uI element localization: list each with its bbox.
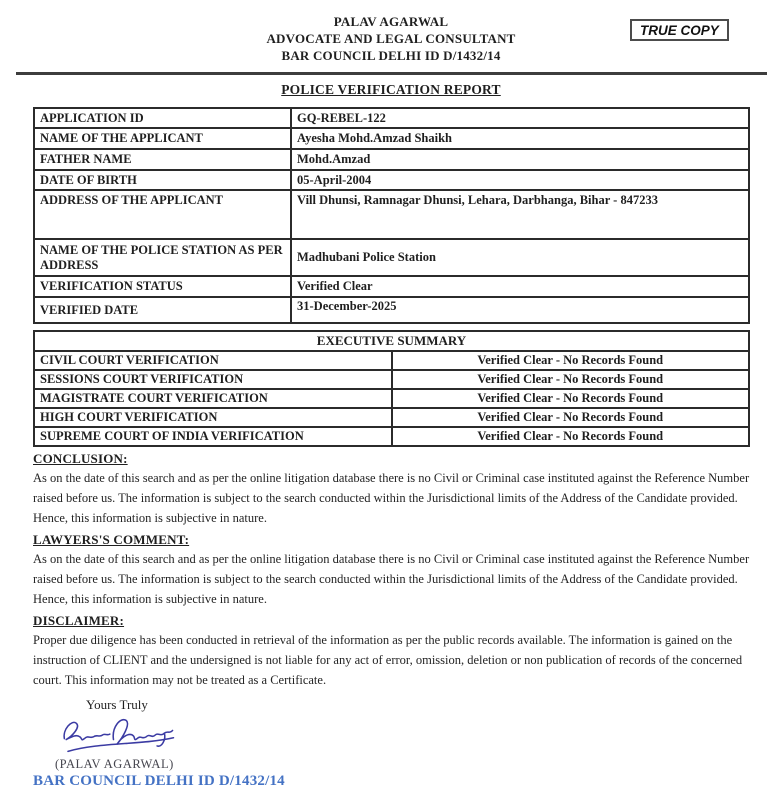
advocate-name: PALAV AGARWAL [333,14,449,29]
table-row [34,276,749,297]
row-label: NAME OF THE POLICE STATION AS PER ADDRESS [34,239,291,276]
row-label: HIGH COURT VERIFICATION [34,408,392,427]
row-value: 05-April-2004 [291,170,749,190]
conclusion-body: As on the date of this search and as per the online litigation database there is no Civil or Criminal case instituted against the Reference Number raised before us. The information is subject to the search conducted within the Jurisdictional limits of the Address of the Candidate provided. Hence, this information is subjective in nature. [33,471,750,525]
table-row [34,389,749,408]
row-value: Verified Clear - No Records Found [392,427,750,446]
row-value: Ayesha Mohd.Amzad Shaikh [291,128,749,149]
row-label: SESSIONS COURT VERIFICATION [34,370,392,389]
table-row [34,427,749,446]
table-row [34,408,749,427]
row-value: Verified Clear - No Records Found [392,370,750,389]
summary-header-row [34,331,749,351]
row-label: CIVIL COURT VERIFICATION [34,351,392,370]
row-value: GQ-REBEL-122 [291,108,749,128]
table-row [34,297,749,323]
row-label: SUPREME COURT OF INDIA VERIFICATION [34,427,392,446]
table-row [34,149,749,170]
bar-council-id-line: BAR COUNCIL DELHI ID D/1432/14 [33,773,285,789]
row-value: 31-December-2025 [291,297,749,323]
lawyers-comment-section [33,532,758,609]
row-label: NAME OF THE APPLICANT [34,128,291,149]
lawyers-comment-body: As on the date of this search and as per the online litigation database there is no Civil or Criminal case instituted against the Reference Number raised before us. The information is subject to the search conducted within the Jurisdictional limits of the Address of the Candidate provided. Hence, this information is subjective in nature. [33,552,750,606]
table-row [34,190,749,239]
disclaimer-section [33,613,758,690]
table-row [34,108,749,128]
disclaimer-heading: DISCLAIMER: [33,613,125,628]
table-row [34,351,749,370]
row-label: APPLICATION ID [34,108,291,128]
row-value: Mohd.Amzad [291,149,749,170]
disclaimer-body: Proper due diligence has been conducted in retrieval of the information as per the public records available. The information is gained on the instruction of CLIENT and the undersigned is not liable for any act of error, omission, deletion or non publication of records of the concerned court. This information may not be treated as a Certificate. [33,633,743,687]
row-value: Madhubani Police Station [291,239,749,276]
table-row [34,239,749,276]
salutation: Yours Truly [86,697,148,712]
row-value: Verified Clear [291,276,749,297]
true-copy-stamp [630,19,729,41]
executive-summary-title: EXECUTIVE SUMMARY [34,331,749,351]
conclusion-section [33,451,758,528]
lawyers-comment-heading: LAWYERS'S COMMENT: [33,532,190,547]
row-label: VERIFICATION STATUS [34,276,291,297]
handwritten-signature [52,715,782,755]
table-row [34,370,749,389]
signature-ink-icon [52,715,184,755]
advocate-designation: ADVOCATE AND LEGAL CONSULTANT [266,31,516,46]
row-value: Verified Clear - No Records Found [392,351,750,370]
signatory-name: (PALAV AGARWAL) [55,757,174,771]
row-value: Vill Dhunsi, Ramnagar Dhunsi, Lehara, Darbhanga, Bihar - 847233 [291,190,749,239]
row-value: Verified Clear - No Records Found [392,389,750,408]
report-title: POLICE VERIFICATION REPORT [281,82,501,97]
row-label: VERIFIED DATE [34,297,291,323]
row-value: Verified Clear - No Records Found [392,408,750,427]
conclusion-heading: CONCLUSION: [33,451,128,466]
row-label: FATHER NAME [34,149,291,170]
header-divider-rule [16,72,767,75]
table-row [34,128,749,149]
row-label: MAGISTRATE COURT VERIFICATION [34,389,392,408]
row-label: DATE OF BIRTH [34,170,291,190]
advocate-bar-council-id: BAR COUNCIL DELHI ID D/1432/14 [281,48,501,63]
executive-summary-table [33,330,750,447]
table-row [34,170,749,190]
row-label: ADDRESS OF THE APPLICANT [34,190,291,239]
applicant-details-table [33,107,750,324]
true-copy-stamp-label: TRUE COPY [640,23,719,38]
